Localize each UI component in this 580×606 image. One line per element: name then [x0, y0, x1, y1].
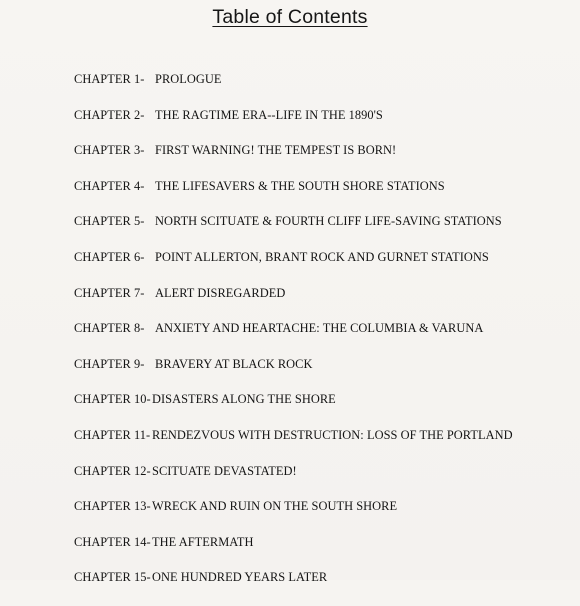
toc-entry-14	[74, 535, 574, 571]
page-title: Table of Contents	[212, 6, 368, 28]
chapter-number: CHAPTER 4-	[74, 178, 145, 193]
chapter-title: PROLOGUE	[155, 72, 222, 86]
toc-entry-1	[74, 72, 574, 108]
toc-entry-4	[74, 179, 574, 215]
chapter-title: THE RAGTIME ERA--LIFE IN THE 1890'S	[155, 107, 383, 122]
chapter-title: SCITUATE DEVASTATED!	[152, 463, 297, 478]
chapter-number: CHAPTER 5-	[74, 214, 145, 229]
chapter-number: CHAPTER 2-	[74, 107, 145, 122]
toc-entry-6	[74, 250, 574, 286]
chapter-number: CHAPTER 9-	[74, 356, 145, 371]
chapter-title: FIRST WARNING! THE TEMPEST IS BORN!	[155, 143, 397, 158]
chapter-title: ANXIETY AND HEARTACHE: THE COLUMBIA & VARUNA	[155, 321, 484, 336]
chapter-title: WRECK AND RUIN ON THE SOUTH SHORE	[152, 499, 398, 514]
chapter-title: THE AFTERMATH	[152, 534, 254, 549]
chapter-number: CHAPTER 11-	[74, 427, 151, 442]
chapter-title: BRAVERY AT BLACK ROCK	[155, 356, 313, 371]
toc-entry-13	[74, 499, 574, 535]
chapter-title: POINT ALLERTON, BRANT ROCK AND GURNET STATIONS	[155, 249, 489, 264]
toc-entry-2	[74, 108, 574, 144]
chapter-title: ONE HUNDRED YEARS LATER	[152, 570, 328, 585]
chapter-number: CHAPTER 6-	[74, 249, 145, 264]
toc-entry-12	[74, 464, 574, 500]
chapter-title: NORTH SCITUATE & FOURTH CLIFF LIFE-SAVING STATIONS	[155, 214, 502, 229]
toc-entry-11	[74, 428, 574, 464]
chapter-title: THE LIFESAVERS & THE SOUTH SHORE STATIONS	[155, 178, 445, 193]
chapter-number: CHAPTER 7-	[74, 285, 145, 300]
chapter-number: CHAPTER 3-	[74, 143, 145, 158]
chapter-title: RENDEZVOUS WITH DESTRUCTION: LOSS OF THE PORTLAND	[152, 427, 513, 442]
toc-entry-10	[74, 392, 574, 428]
chapter-number: CHAPTER 12-	[74, 463, 151, 478]
chapter-number: CHAPTER 13-	[74, 499, 151, 514]
chapter-number: CHAPTER 14-	[74, 534, 151, 549]
toc-entry-15	[74, 570, 574, 606]
toc-entry-9	[74, 357, 574, 393]
table-of-contents	[74, 72, 574, 606]
toc-entry-7	[74, 286, 574, 322]
chapter-number: CHAPTER 15-	[74, 570, 151, 585]
toc-entry-5	[74, 214, 574, 250]
chapter-title: DISASTERS ALONG THE SHORE	[152, 392, 336, 407]
toc-entry-3	[74, 143, 574, 179]
chapter-number: CHAPTER 8-	[74, 321, 145, 336]
chapter-number: CHAPTER 10-	[74, 392, 151, 407]
toc-entry-8	[74, 321, 574, 357]
chapter-number: CHAPTER 1-	[74, 72, 145, 86]
chapter-title: ALERT DISREGARDED	[155, 285, 286, 300]
